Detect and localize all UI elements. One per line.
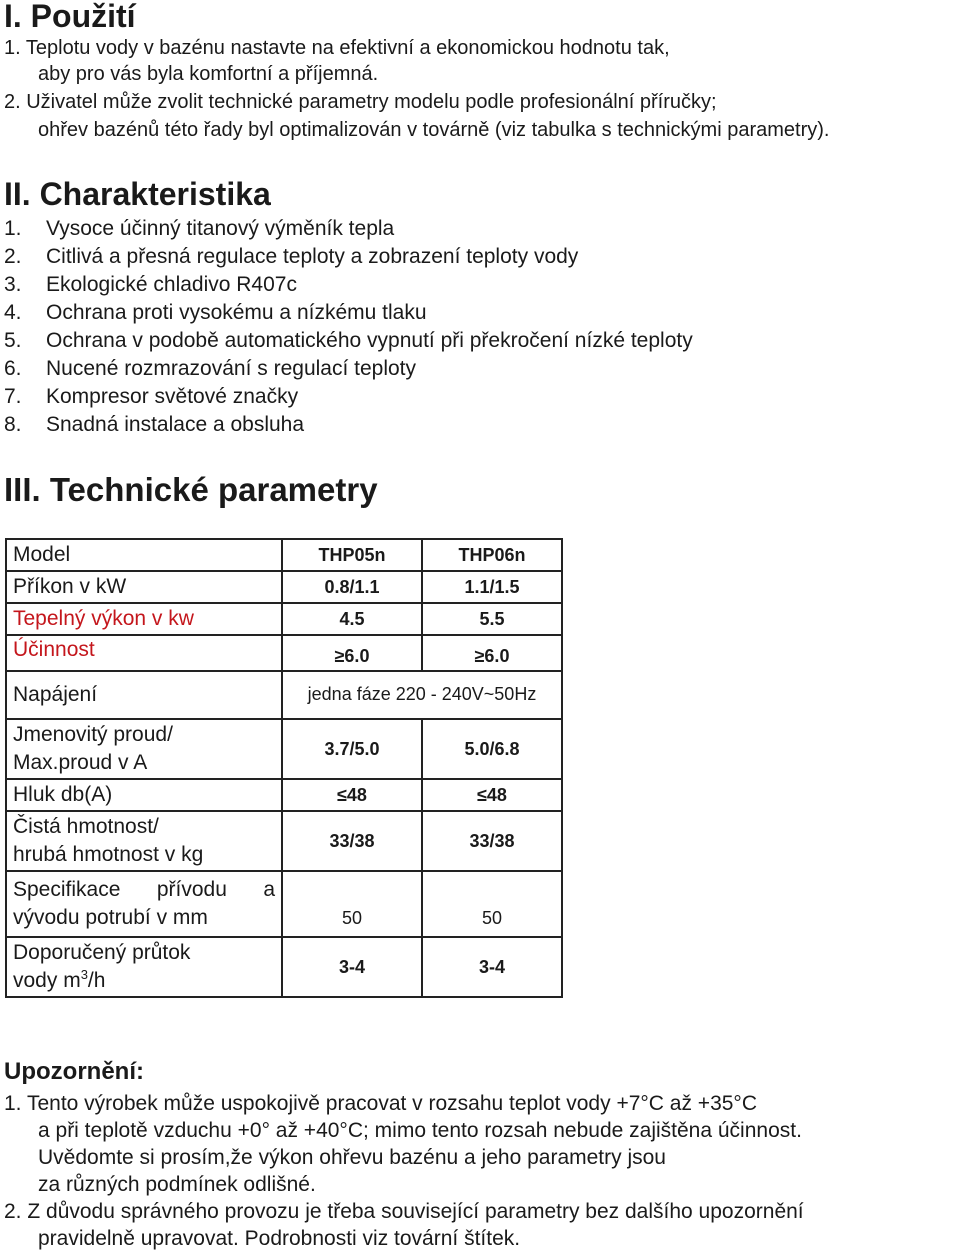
table-cell: Příkon v kW — [6, 571, 282, 603]
table-row — [6, 571, 562, 603]
table-row — [6, 635, 562, 671]
list-item: 3. Ekologické chladivo R407c — [4, 273, 297, 296]
table-cell — [6, 719, 282, 779]
table-cell: 0.8/1.1 — [282, 571, 422, 603]
section-title-pouziti: I. Použití — [4, 0, 136, 34]
table-cell: 3-4 — [282, 937, 422, 997]
cell-line: Čistá hmotnost/ — [13, 815, 159, 838]
table-cell — [6, 871, 282, 937]
table-cell: 50 — [422, 871, 562, 937]
table-cell — [6, 937, 282, 997]
warning-text — [4, 1090, 804, 1252]
table-cell: ≤48 — [422, 779, 562, 811]
cell-line: Jmenovitý proud/ — [13, 723, 173, 746]
table-row — [6, 671, 562, 719]
table-row — [6, 779, 562, 811]
list-item: 2. Citlivá a přesná regulace teploty a zobrazení teploty vody — [4, 245, 579, 268]
warning-line: 1. Tento výrobek může uspokojivě pracovat v rozsahu teplot vody +7°C až +35°C — [4, 1092, 757, 1115]
table-cell: 1.1/1.5 — [422, 571, 562, 603]
table-row — [6, 603, 562, 635]
table-cell: ≤48 — [282, 779, 422, 811]
table-cell: Tepelný výkon v kw — [6, 603, 282, 635]
table-cell: ≥6.0 — [422, 635, 562, 671]
warning-line: za různých podmínek odlišné. — [38, 1173, 316, 1196]
section-title-technicke-parametry: III. Technické parametry — [4, 471, 378, 508]
cell-line: vody $m^3/h$ — [13, 967, 106, 992]
section-title-charakteristika: II. Charakteristika — [4, 176, 271, 212]
section-title-upozorneni: Upozornění: — [4, 1058, 144, 1085]
table-cell: 3.7/5.0 — [282, 719, 422, 779]
warning-line: 2. Z důvodu správného provozu je třeba související parametry bez dalšího upozornění — [4, 1200, 804, 1223]
table-cell: 33/38 — [282, 811, 422, 871]
usage-line-1: 1. Teplotu vody v bazénu nastavte na efektivní a ekonomickou hodnotu tak, — [4, 37, 670, 59]
table-cell: 5.5 — [422, 603, 562, 635]
list-item: 8. Snadná instalace a obsluha — [4, 413, 305, 436]
table-cell: 50 — [282, 871, 422, 937]
table-row — [6, 719, 562, 779]
list-item: 1. Vysoce účinný titanový výměník tepla — [4, 217, 395, 240]
warning-line: Uvědomte si prosím,že výkon ohřevu bazénu a jeho parametry jsou — [38, 1146, 666, 1169]
table-row — [6, 811, 562, 871]
list-item: 5. Ochrana v podobě automatického vypnutí při překročení nízké teploty — [4, 329, 693, 352]
table-cell: Účinnost — [6, 635, 282, 671]
list-item: 7. Kompresor světové značky — [4, 385, 299, 408]
warning-line: a při teplotě vzduchu +0° až +40°C; mimo tento rozsah nebude zajištěna účinnost. — [38, 1119, 802, 1142]
table-row — [6, 937, 562, 997]
table-header-cell: THP06n — [422, 539, 562, 571]
table-cell: Model — [6, 539, 282, 571]
features-list — [4, 215, 693, 439]
list-item: 6. Nucené rozmrazování s regulací teploty — [4, 357, 417, 380]
technical-parameters-table — [5, 538, 563, 998]
table-cell: 4.5 — [282, 603, 422, 635]
cell-line: Doporučený průtok — [13, 941, 191, 964]
table-cell: 3-4 — [422, 937, 562, 997]
usage-line-3: 2. Uživatel může zvolit technické parametry modelu podle profesionální příručky; — [4, 91, 717, 113]
cell-line: hrubá hmotnost v kg — [13, 843, 204, 866]
table-row — [6, 871, 562, 937]
list-item: 4. Ochrana proti vysokému a nízkému tlaku — [4, 301, 427, 324]
table-header-row — [6, 539, 562, 571]
cell-line: Max.proud v A — [13, 751, 148, 774]
table-cell: Hluk db(A) — [6, 779, 282, 811]
table-cell — [6, 811, 282, 871]
table-cell: Napájení — [6, 671, 282, 719]
table-cell: 5.0/6.8 — [422, 719, 562, 779]
usage-line-2: aby pro vás byla komfortní a příjemná. — [38, 63, 379, 85]
cell-line: Specifikace přívodu a — [13, 878, 275, 901]
table-cell: ≥6.0 — [282, 635, 422, 671]
table-header-cell: THP05n — [282, 539, 422, 571]
table-cell: 33/38 — [422, 811, 562, 871]
warning-line: pravidelně upravovat. Podrobnosti viz tovární štítek. — [38, 1227, 521, 1250]
cell-line: vývodu potrubí v mm — [13, 906, 208, 929]
usage-line-4: ohřev bazénů této řady byl optimalizován v továrně (viz tabulka s technickými parametry). — [38, 119, 830, 141]
table-cell: jedna fáze 220 - 240V~50Hz — [282, 671, 562, 719]
